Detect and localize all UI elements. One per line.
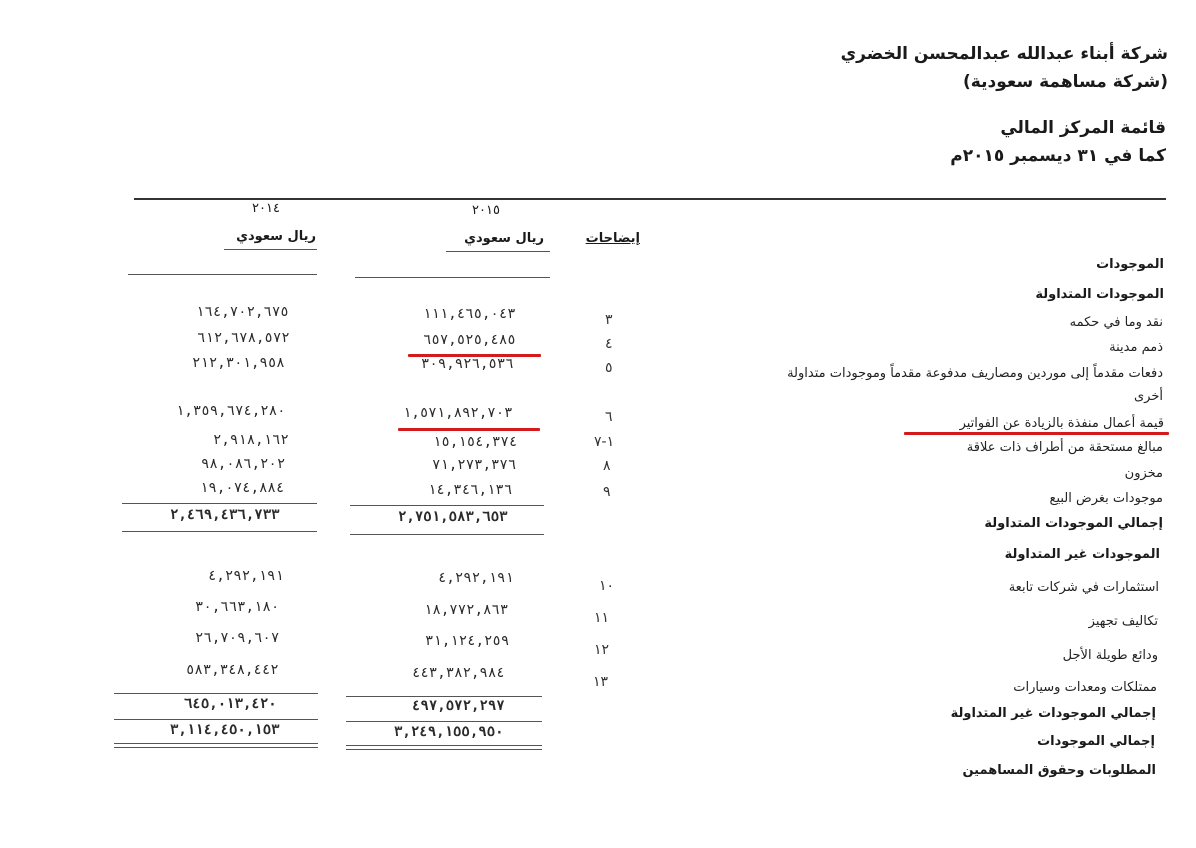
total-assets-2014: ٣,١١٤,٤٥٠,١٥٣ <box>170 722 280 738</box>
row-2014-subsidiaries: ٤,٢٩٢,١٩١ <box>208 568 284 584</box>
assets-heading: الموجودات <box>1096 257 1164 272</box>
row-label-related-parties: مبالغ مستحقة من أطراف ذات علاقة <box>966 440 1163 455</box>
row-2015-cash: ١١١,٤٦٥,٠٤٣ <box>423 306 516 322</box>
row-label-ppe: ممتلكات ومعدات وسيارات <box>1013 680 1157 695</box>
red-underline-excess-billings-label <box>904 432 1169 435</box>
total-noncurrent-2015: ٤٩٧,٥٧٢,٢٩٧ <box>412 698 505 714</box>
row-2014-prepayments: ٢١٢,٣٠١,٩٥٨ <box>192 355 285 371</box>
row-2014-held-for-sale: ١٩,٠٧٤,٨٨٤ <box>200 480 285 496</box>
liabilities-equity-heading: المطلوبات وحقوق المساهمين <box>962 763 1156 778</box>
total-current-under-2015 <box>350 534 544 535</box>
statement-date: كما في ٣١ ديسمبر ٢٠١٥م <box>950 146 1166 166</box>
company-type: (شركة مساهمة سعودية) <box>963 72 1168 92</box>
row-2015-receivables: ٦٥٧,٥٢٥,٤٨٥ <box>423 332 516 348</box>
row-note-prepayments: ٥ <box>605 360 613 376</box>
row-2015-subsidiaries: ٤,٢٩٢,١٩١ <box>438 570 514 586</box>
row-label-long-term-deposits: ودائع طويلة الأجل <box>1062 648 1158 663</box>
statement-title: قائمة المركز المالي <box>1000 118 1166 138</box>
row-label-receivables: ذمم مدينة <box>1109 340 1163 355</box>
row-label-prepayments-cont: أخرى <box>1134 389 1163 404</box>
row-2015-prepayments: ٣٠٩,٩٢٦,٥٣٦ <box>421 356 514 372</box>
red-underline-excess-billings-value <box>398 428 540 431</box>
row-note-long-term-deposits: ١٢ <box>594 642 610 658</box>
total-current-under-2014 <box>122 531 317 532</box>
total-assets-double-2-2014 <box>114 747 318 748</box>
col-rule-2015-b <box>355 277 550 278</box>
row-2014-inventory: ٩٨,٠٨٦,٢٠٢ <box>201 456 286 472</box>
total-current-label: إجمالي الموجودات المتداولة <box>984 516 1163 531</box>
row-note-ppe: ١٣ <box>593 674 609 690</box>
currency-2014-header: ريال سعودي <box>236 229 316 244</box>
row-note-held-for-sale: ٩ <box>603 484 611 500</box>
row-2015-excess-billings: ١,٥٧١,٨٩٢,٧٠٣ <box>403 405 513 421</box>
row-note-setup-costs: ١١ <box>594 610 610 626</box>
total-assets-label: إجمالي الموجودات <box>1037 734 1155 749</box>
total-noncurrent-under-2015 <box>346 721 542 722</box>
total-noncurrent-under-2014 <box>114 719 318 720</box>
row-note-excess-billings: ٦ <box>605 409 613 425</box>
year-2014-header: ٢٠١٤ <box>252 201 280 216</box>
row-2015-held-for-sale: ١٤,٣٤٦,١٣٦ <box>428 482 513 498</box>
row-label-cash: نقد وما في حكمه <box>1069 315 1163 330</box>
total-assets-2015: ٣,٢٤٩,١٥٥,٩٥٠ <box>394 724 504 740</box>
row-2015-long-term-deposits: ٣١,١٢٤,٢٥٩ <box>425 633 510 649</box>
row-note-subsidiaries: ١٠ <box>599 578 615 594</box>
row-2014-related-parties: ٢,٩١٨,١٦٢ <box>213 432 289 448</box>
col-rule-2014-b <box>128 274 317 275</box>
total-noncurrent-label: إجمالي الموجودات غير المتداولة <box>950 706 1156 721</box>
row-2014-cash: ١٦٤,٧٠٢,٦٧٥ <box>196 304 289 320</box>
total-noncurrent-2014: ٦٤٥,٠١٣,٤٢٠ <box>184 696 277 712</box>
row-2014-receivables: ٦١٢,٦٧٨,٥٧٢ <box>197 330 290 346</box>
total-assets-double-1-2014 <box>114 743 318 744</box>
currency-2015-header: ريال سعودي <box>464 231 544 246</box>
row-2015-ppe: ٤٤٣,٣٨٢,٩٨٤ <box>412 665 505 681</box>
col-rule-2014-a <box>224 249 317 250</box>
row-2014-ppe: ٥٨٣,٣٤٨,٤٤٢ <box>186 662 279 678</box>
notes-header: إيضاحات <box>585 231 640 246</box>
header-rule <box>134 198 1166 200</box>
row-note-receivables: ٤ <box>605 336 613 352</box>
row-note-cash: ٣ <box>605 312 613 328</box>
row-label-held-for-sale: موجودات بغرض البيع <box>1049 491 1163 506</box>
col-rule-2015-a <box>446 251 550 252</box>
row-2014-excess-billings: ١,٣٥٩,٦٧٤,٢٨٠ <box>176 403 286 419</box>
total-assets-double-1-2015 <box>346 745 542 746</box>
row-label-inventory: مخزون <box>1124 466 1163 481</box>
row-2015-setup-costs: ١٨,٧٧٢,٨٦٣ <box>424 602 509 618</box>
total-assets-double-2-2015 <box>346 749 542 750</box>
total-current-2015: ٢,٧٥١,٥٨٣,٦٥٣ <box>398 509 508 525</box>
company-name: شركة أبناء عبدالله عبدالمحسن الخضري <box>840 44 1168 64</box>
total-current-rule-2014 <box>122 503 317 504</box>
total-current-2014: ٢,٤٦٩,٤٣٦,٧٣٣ <box>170 507 280 523</box>
year-2015-header: ٢٠١٥ <box>472 203 500 218</box>
row-2014-long-term-deposits: ٢٦,٧٠٩,٦٠٧ <box>195 630 280 646</box>
total-noncurrent-rule-2015 <box>346 696 542 697</box>
row-2015-related-parties: ١٥,١٥٤,٣٧٤ <box>433 434 518 450</box>
noncurrent-assets-heading: الموجودات غير المتداولة <box>1004 547 1160 562</box>
row-label-setup-costs: تكاليف تجهيز <box>1088 614 1158 629</box>
row-2015-inventory: ٧١,٢٧٣,٣٧٦ <box>432 457 517 473</box>
total-current-rule-2015 <box>350 505 544 506</box>
total-noncurrent-rule-2014 <box>114 693 318 694</box>
row-note-inventory: ٨ <box>603 458 611 474</box>
row-label-prepayments: دفعات مقدماً إلى موردين ومصاريف مدفوعة مقدماً وموجودات متداولة <box>787 366 1163 381</box>
row-2014-setup-costs: ٣٠,٦٦٣,١٨٠ <box>195 599 280 615</box>
current-assets-heading: الموجودات المتداولة <box>1035 287 1164 302</box>
row-label-subsidiaries: استثمارات في شركات تابعة <box>1008 580 1159 595</box>
row-label-excess-billings: قيمة أعمال منفذة بالزيادة عن الفواتير <box>959 416 1164 431</box>
row-note-related-parties: ١-٧ <box>594 434 615 450</box>
